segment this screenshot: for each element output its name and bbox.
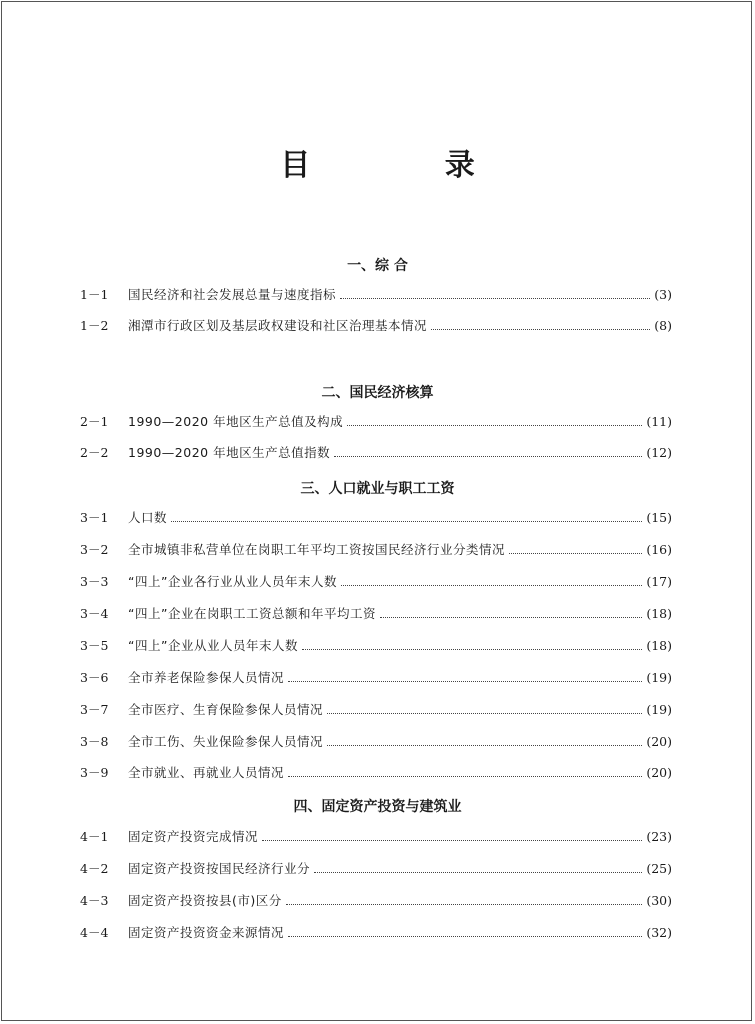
leader-dots: [327, 745, 642, 746]
entry-number: 4－4: [80, 925, 109, 940]
entry-page: (15): [646, 510, 672, 525]
entry-page: (20): [646, 734, 672, 749]
leader-dots: [314, 872, 642, 873]
entry-title: 固定资产投资完成情况: [128, 829, 259, 844]
entry-number: 2－2: [80, 445, 109, 460]
entry-title: 1990—2020 年地区生产总值指数: [128, 445, 331, 460]
toc-entry[interactable]: [80, 668, 672, 688]
entry-number: 2－1: [80, 414, 109, 429]
toc-entry[interactable]: [80, 604, 672, 624]
leader-dots: [431, 329, 650, 330]
entry-page: (3): [654, 287, 672, 302]
leader-dots: [347, 425, 642, 426]
entry-number: 3－3: [80, 574, 109, 589]
toc-entry[interactable]: [80, 316, 672, 336]
toc-entry[interactable]: [80, 827, 672, 847]
leader-dots: [262, 840, 642, 841]
section-heading: 一、综 合: [347, 258, 408, 274]
entry-title: 人口数: [128, 510, 168, 525]
entry-page: (16): [646, 542, 672, 557]
entry-title: 固定资产投资按县(市)区分: [128, 893, 282, 908]
toc-entry[interactable]: [80, 285, 672, 305]
toc-entry[interactable]: [80, 700, 672, 720]
entry-number: 1－2: [80, 318, 109, 333]
entry-title: “四上”企业在岗职工工资总额和年平均工资: [128, 606, 376, 621]
entry-title: “四上”企业从业人员年末人数: [128, 638, 298, 653]
toc-entry[interactable]: [80, 732, 672, 752]
entry-title: 国民经济和社会发展总量与速度指标: [128, 287, 337, 302]
entry-number: 3－1: [80, 510, 109, 525]
leader-dots: [171, 521, 642, 522]
leader-dots: [327, 713, 642, 714]
entry-number: 3－6: [80, 670, 109, 685]
toc-entry[interactable]: [80, 540, 672, 560]
toc-entry[interactable]: [80, 412, 672, 432]
entry-page: (25): [646, 861, 672, 876]
entry-number: 3－5: [80, 638, 109, 653]
entry-title: 全市城镇非私营单位在岗职工年平均工资按国民经济行业分类情况: [128, 542, 506, 557]
leader-dots: [509, 553, 642, 554]
leader-dots: [302, 649, 642, 650]
page-title: 目 录: [280, 148, 537, 183]
entry-page: (11): [646, 414, 672, 429]
toc-entry[interactable]: [80, 636, 672, 656]
entry-number: 3－9: [80, 765, 109, 780]
entry-number: 3－2: [80, 542, 109, 557]
leader-dots: [334, 456, 642, 457]
entry-number: 1－1: [80, 287, 109, 302]
entry-title: 湘潭市行政区划及基层政权建设和社区治理基本情况: [128, 318, 428, 333]
entry-title: 全市医疗、生育保险参保人员情况: [128, 702, 324, 717]
leader-dots: [288, 776, 642, 777]
entry-number: 4－2: [80, 861, 109, 876]
entry-number: 4－3: [80, 893, 109, 908]
entry-number: 3－8: [80, 734, 109, 749]
section-heading: 三、人口就业与职工工资: [300, 481, 455, 497]
leader-dots: [380, 617, 642, 618]
entry-number: 4－1: [80, 829, 109, 844]
entry-page: (30): [646, 893, 672, 908]
entry-page: (8): [654, 318, 672, 333]
toc-entry[interactable]: [80, 508, 672, 528]
section-heading: 二、国民经济核算: [321, 385, 434, 401]
entry-page: (32): [646, 925, 672, 940]
entry-title: 1990—2020 年地区生产总值及构成: [128, 414, 344, 429]
entry-page: (19): [646, 670, 672, 685]
entry-title: 全市就业、再就业人员情况: [128, 765, 285, 780]
entry-page: (20): [646, 765, 672, 780]
entry-page: (23): [646, 829, 672, 844]
toc-entry[interactable]: [80, 923, 672, 943]
entry-page: (17): [646, 574, 672, 589]
leader-dots: [341, 585, 642, 586]
entry-title: 全市工伤、失业保险参保人员情况: [128, 734, 324, 749]
leader-dots: [288, 936, 642, 937]
leader-dots: [340, 298, 650, 299]
section-heading: 四、固定资产投资与建筑业: [293, 799, 462, 815]
leader-dots: [286, 904, 643, 905]
entry-number: 3－4: [80, 606, 109, 621]
toc-entry[interactable]: [80, 859, 672, 879]
entry-number: 3－7: [80, 702, 109, 717]
toc-entry[interactable]: [80, 443, 672, 463]
leader-dots: [288, 681, 642, 682]
entry-page: (18): [646, 638, 672, 653]
toc-entry[interactable]: [80, 891, 672, 911]
toc-entry[interactable]: [80, 763, 672, 783]
entry-title: 固定资产投资按国民经济行业分: [128, 861, 311, 876]
entry-page: (12): [646, 445, 672, 460]
toc-entry[interactable]: [80, 572, 672, 592]
entry-title: 全市养老保险参保人员情况: [128, 670, 285, 685]
entry-title: “四上”企业各行业从业人员年末人数: [128, 574, 337, 589]
entry-title: 固定资产投资资金来源情况: [128, 925, 285, 940]
entry-page: (18): [646, 606, 672, 621]
entry-page: (19): [646, 702, 672, 717]
